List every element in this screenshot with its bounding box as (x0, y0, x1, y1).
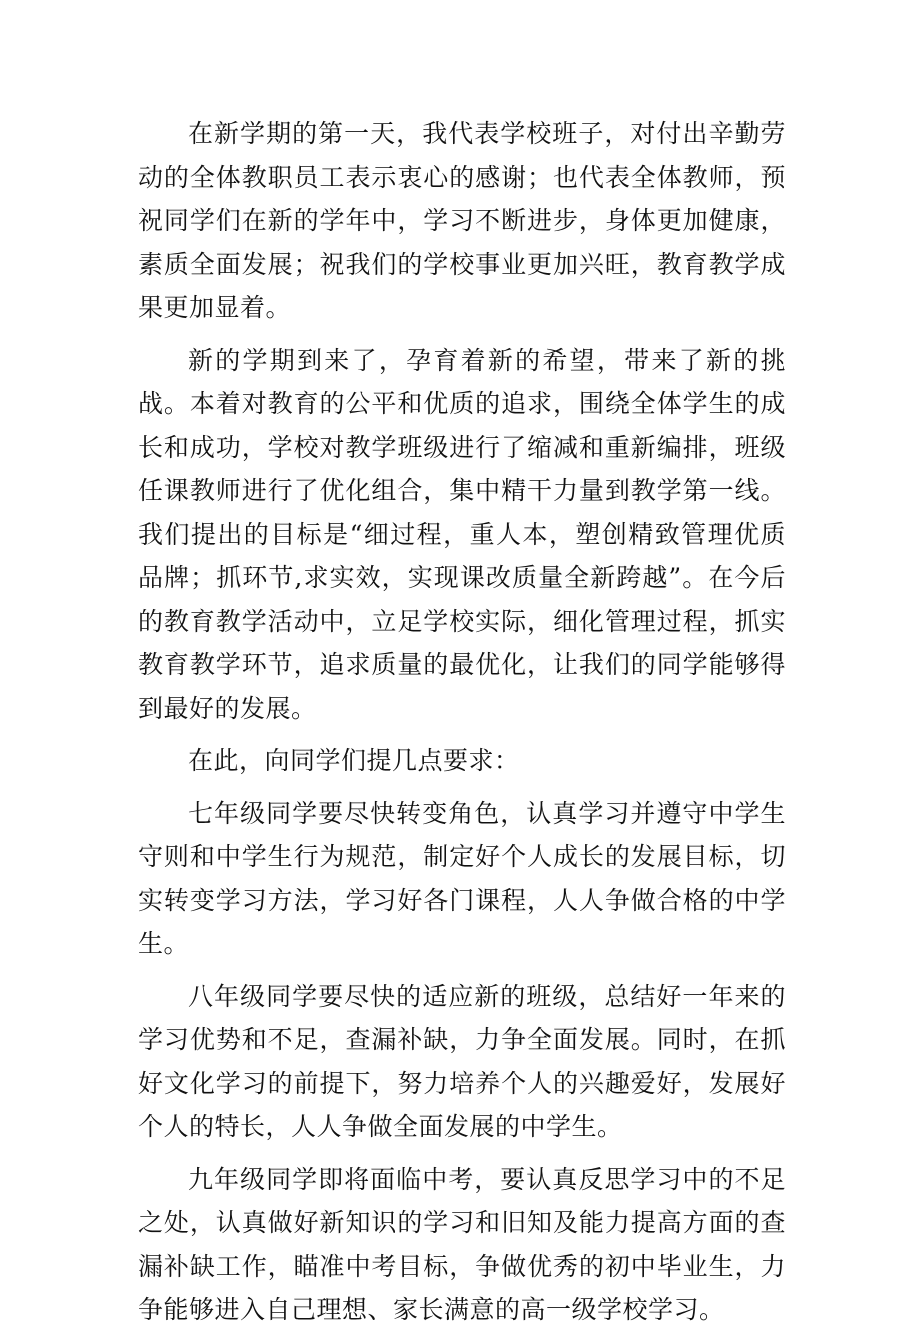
document-body (138, 112, 786, 1341)
paragraph-new-semester-goals: 新的学期到来了，孕育着新的希望，带来了新的挑战。本着对教育的公平和优质的追求，围绕全体学生的成长和成功，学校对教学班级进行了缩减和重新编排，班级任课教师进行了优化组合，集中精干力量到教学第一线。我们提出的目标是“细过程，重人本，塑创精致管理优质品牌；抓环节,求实效，实现课改质量全新跨越”。在今后的教育教学活动中，立足学校实际，细化管理过程，抓实教育教学环节，追求质量的最优化，让我们的同学能够得到最好的发展。 (138, 345, 786, 723)
paragraph-grade-eight: 八年级同学要尽快的适应新的班级，总结好一年来的学习优势和不足，查漏补缺，力争全面发展。同时，在抓好文化学习的前提下，努力培养个人的兴趣爱好，发展好个人的特长，人人争做全面发展的中学生。 (138, 981, 786, 1141)
paragraph-opening-thanks: 在新学期的第一天，我代表学校班子，对付出辛勤劳动的全体教职员工表示衷心的感谢；也代表全体教师，预祝同学们在新的学年中，学习不断进步，身体更加健康，素质全面发展；祝我们的学校事业更加兴旺，教育教学成果更加显着。 (138, 119, 786, 322)
paragraph-grade-seven: 七年级同学要尽快转变角色，认真学习并遵守中学生守则和中学生行为规范，制定好个人成长的发展目标，切实转变学习方法，学习好各门课程，人人争做合格的中学生。 (138, 798, 786, 958)
paragraph-grade-nine: 九年级同学即将面临中考，要认真反思学习中的不足之处，认真做好新知识的学习和旧知及能力提高方面的查漏补缺工作，瞄准中考目标，争做优秀的初中毕业生，力争能够进入自己理想、家长满意的高一级学校学习。 (138, 1164, 786, 1324)
paragraph-requirements-intro: 在此，向同学们提几点要求： (188, 746, 520, 775)
